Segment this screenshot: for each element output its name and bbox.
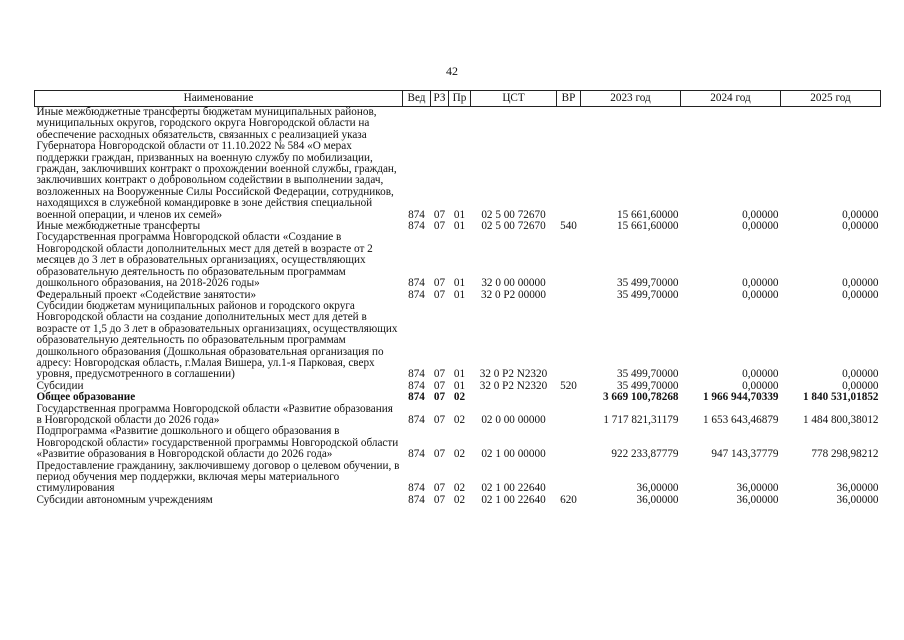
table-row — [35, 301, 881, 381]
cell-2025: 0,00000 — [842, 208, 879, 221]
header-vr: ВР — [557, 91, 581, 107]
cell-2024: 1 653 643,46879 — [702, 413, 779, 426]
header-name: Наименование — [35, 91, 403, 107]
table-row — [35, 495, 881, 506]
cell-pr: 02 — [453, 448, 466, 461]
cell-2025: 36,00000 — [836, 482, 879, 495]
cell-cst: 02 5 00 72670 — [481, 208, 546, 221]
header-rz: РЗ — [431, 91, 449, 107]
cell-rz: 07 — [433, 448, 446, 461]
cell-2023: 36,00000 — [636, 493, 679, 506]
cell-pr: 01 — [453, 379, 466, 392]
cell-rz: 07 — [433, 379, 446, 392]
cell-name: Иные межбюджетные трансферты — [36, 220, 201, 233]
cell-ved: 874 — [408, 482, 425, 495]
cell-vr — [557, 392, 581, 403]
cell-cst: 02 0 00 00000 — [481, 413, 546, 426]
cell-rz: 07 — [433, 391, 446, 404]
cell-rz: 07 — [433, 482, 446, 495]
cell-2023: 35 499,70000 — [616, 277, 679, 290]
cell-name: Государственная программа Новгородской области «Создание в Новгородской области дополнительных мест для детей в возрасте от 2 месяцев до 3 лет в образовательных организациях, осуществляющих образовательную деятельность по образовательным программам дошкольного образования, на 2018-2026 годы» — [36, 231, 373, 290]
cell-rz: 07 — [433, 368, 446, 381]
cell-2025: 1 840 531,01852 — [802, 391, 879, 404]
cell-ved: 874 — [408, 391, 425, 404]
cell-ved: 874 — [408, 379, 425, 392]
table-row — [35, 107, 881, 222]
cell-vr: 520 — [560, 379, 577, 392]
table-row — [35, 404, 881, 427]
cell-2025: 0,00000 — [842, 220, 879, 233]
table-row — [35, 392, 881, 403]
cell-pr: 02 — [453, 482, 466, 495]
cell-ved: 874 — [408, 288, 425, 301]
cell-pr: 02 — [453, 413, 466, 426]
cell-vr — [557, 426, 581, 460]
budget-table — [34, 90, 881, 506]
table-body — [35, 107, 881, 507]
cell-cst: 32 0 Р2 00000 — [481, 288, 546, 301]
cell-name: Предоставление гражданину, заключившему договор о целевом обучении, в период обучения мер поддержки, включая меры материального стимулирования — [36, 459, 400, 495]
cell-name: Федеральный проект «Содействие занятости» — [36, 288, 257, 301]
cell-ved: 874 — [408, 208, 425, 221]
table-row — [35, 426, 881, 460]
cell-name: Иные межбюджетные трансферты бюджетам муниципальных районов, муниципальных округов, городского округа Новгородской области на обеспечение расходных обязательств, связанных с реализацией указа Губернатора Новгородской области от 11.10.2022 № 584 «О мерах поддержки граждан, призванных на военную службу по мобилизации, граждан, заключивших контракт о прохождении военной службы, граждан, заключивших контракт о добровольном содействии в выполнении задач, возложенных на Вооруженные Силы Российской Федерации, сотрудников, находящихся в служебной командировке в зоне действия специальной военной операции, и членов их семей» — [36, 106, 397, 221]
cell-name: Субсидии — [36, 379, 84, 392]
cell-rz: 07 — [433, 277, 446, 290]
cell-2025: 36,00000 — [836, 493, 879, 506]
cell-ved: 874 — [408, 448, 425, 461]
cell-2023: 35 499,70000 — [616, 379, 679, 392]
cell-2024: 947 143,37779 — [711, 448, 779, 461]
cell-ved: 874 — [408, 220, 425, 233]
cell-rz: 07 — [433, 288, 446, 301]
cell-2023: 3 669 100,78268 — [602, 391, 679, 404]
cell-vr — [557, 290, 581, 301]
cell-rz: 07 — [433, 208, 446, 221]
cell-pr: 01 — [453, 277, 466, 290]
cell-pr: 01 — [453, 368, 466, 381]
cell-vr — [557, 301, 581, 381]
table-row — [35, 232, 881, 289]
header-cst: ЦСТ — [471, 91, 557, 107]
cell-cst: 02 1 00 22640 — [481, 482, 546, 495]
header-ved: Вед — [403, 91, 431, 107]
cell-2025: 0,00000 — [842, 368, 879, 381]
cell-ved: 874 — [408, 493, 425, 506]
cell-vr: 620 — [560, 493, 577, 506]
cell-cst: 02 1 00 00000 — [481, 448, 546, 461]
cell-2024: 0,00000 — [742, 220, 779, 233]
cell-2025: 0,00000 — [842, 379, 879, 392]
cell-name: Субсидии автономным учреждениям — [36, 493, 213, 506]
header-2024: 2024 год — [681, 91, 781, 107]
cell-2025: 0,00000 — [842, 288, 879, 301]
cell-cst: 02 1 00 22640 — [481, 493, 546, 506]
cell-name: Субсидии бюджетам муниципальных районов и городского округа Новгородской области на создание дополнительных мест для детей в возрасте от 1,5 до 3 лет в образовательных организациях, осуществляющих образовательную деятельность по образовательным программам дошкольного образования (Дошкольная образовательная организация по адресу: Новгородская область, г.Малая Вишера, ул.1-я Парковая, сверх уровня, предусмотренного в соглашении) — [36, 299, 398, 381]
cell-2025: 0,00000 — [842, 277, 879, 290]
cell-rz: 07 — [433, 493, 446, 506]
cell-pr: 01 — [453, 208, 466, 221]
cell-cst: 32 0 00 00000 — [481, 277, 546, 290]
cell-vr — [557, 404, 581, 427]
cell-2023: 922 233,87779 — [611, 448, 679, 461]
cell-pr: 01 — [453, 288, 466, 301]
cell-2025: 778 298,98212 — [811, 448, 879, 461]
cell-vr: 540 — [560, 220, 577, 233]
cell-2024: 36,00000 — [736, 493, 779, 506]
cell-2023: 35 499,70000 — [616, 368, 679, 381]
cell-2024: 0,00000 — [742, 277, 779, 290]
cell-2023: 15 661,60000 — [616, 220, 679, 233]
cell-name: Государственная программа Новгородской области «Развитие образования в Новгородской области до 2026 года» — [36, 402, 393, 426]
cell-2024: 0,00000 — [742, 288, 779, 301]
cell-2024: 0,00000 — [742, 208, 779, 221]
cell-cst: 32 0 Р2 N2320 — [479, 368, 548, 381]
cell-ved: 874 — [408, 277, 425, 290]
cell-2024: 1 966 944,70339 — [702, 391, 779, 404]
table-row — [35, 461, 881, 495]
cell-2024: 0,00000 — [742, 379, 779, 392]
cell-rz: 07 — [433, 413, 446, 426]
cell-ved: 874 — [408, 368, 425, 381]
cell-pr: 01 — [453, 220, 466, 233]
cell-2023: 36,00000 — [636, 482, 679, 495]
cell-vr — [557, 107, 581, 222]
cell-rz: 07 — [433, 220, 446, 233]
page-number: 42 — [446, 64, 458, 78]
cell-2025: 1 484 800,38012 — [802, 413, 879, 426]
cell-cst: 32 0 Р2 N2320 — [479, 379, 548, 392]
header-pr: Пр — [449, 91, 471, 107]
cell-2023: 1 717 821,31179 — [603, 413, 679, 426]
cell-name: Общее образование — [36, 391, 136, 404]
cell-pr: 02 — [453, 391, 466, 404]
cell-2024: 36,00000 — [736, 482, 779, 495]
table-header-row — [35, 91, 881, 107]
cell-2023: 15 661,60000 — [616, 208, 679, 221]
cell-2023: 35 499,70000 — [616, 288, 679, 301]
cell-ved: 874 — [408, 413, 425, 426]
cell-cst — [471, 392, 557, 403]
cell-pr: 02 — [453, 493, 466, 506]
header-2023: 2023 год — [581, 91, 681, 107]
cell-vr — [557, 461, 581, 495]
header-2025: 2025 год — [781, 91, 881, 107]
cell-2024: 0,00000 — [742, 368, 779, 381]
cell-vr — [557, 232, 581, 289]
cell-name: Подпрограмма «Развитие дошкольного и общего образования в Новгородской области» государственной программы Новгородской области «Развитие образования в Новгородской области до 2026 года» — [36, 425, 399, 461]
cell-cst: 02 5 00 72670 — [481, 220, 546, 233]
